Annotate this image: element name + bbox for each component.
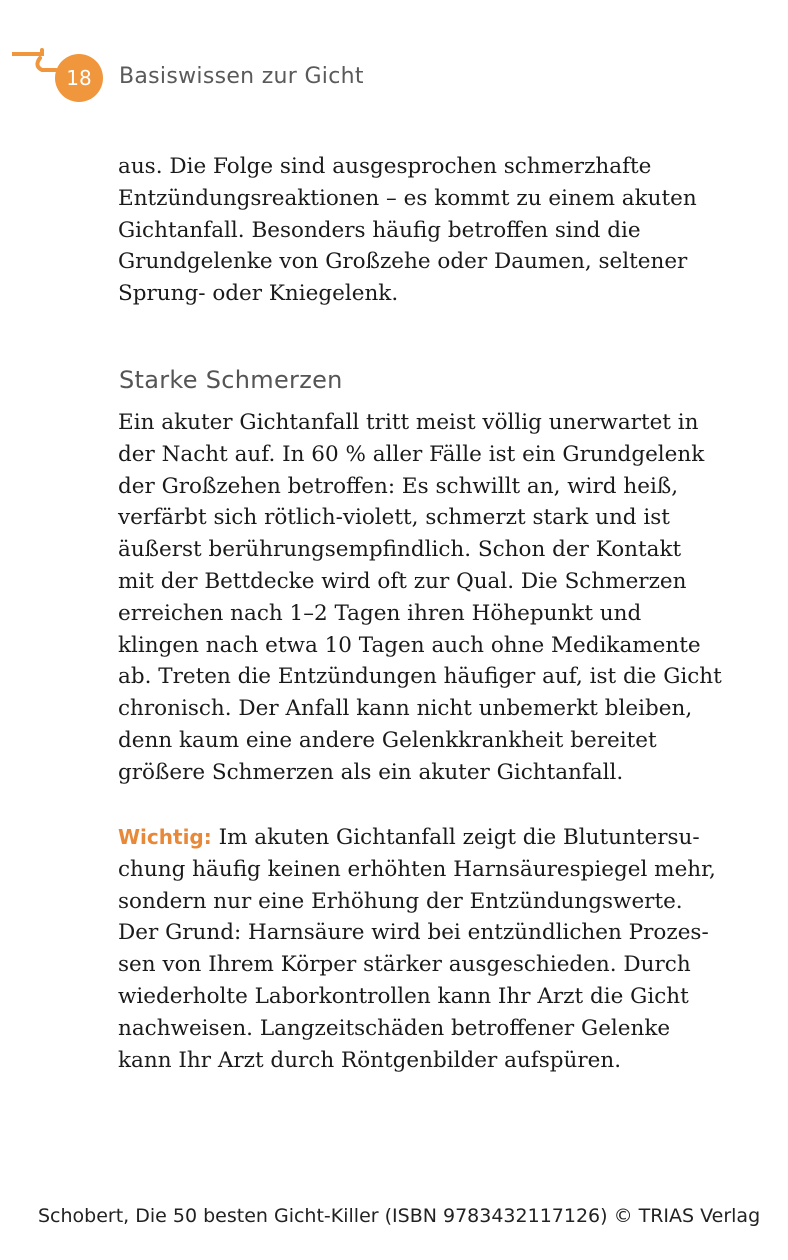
running-title: Basiswissen zur Gicht	[119, 64, 364, 89]
text-line: Sprung- oder Kniegelenk.	[118, 281, 399, 307]
text-line: größere Schmerzen als ein akuter Gichtanfall.	[118, 759, 624, 785]
text-line: Ein akuter Gichtanfall tritt meist völlig unerwartet in	[118, 410, 699, 435]
text-line: wiederholte Laborkontrollen kann Ihr Arzt die Gicht	[118, 983, 689, 1009]
text-line: chronisch. Der Anfall kann nicht unbemerkt bleiben,	[118, 696, 693, 722]
section-heading: Starke Schmerzen	[119, 366, 343, 394]
text-line: mit der Bettdecke wird oft zur Qual. Die Schmerzen	[118, 568, 687, 594]
text-line: chung häufig keinen erhöhten Harnsäurespiegel mehr,	[118, 856, 716, 882]
text-line: der Nacht auf. In 60 % aller Fälle ist ein Grundgelenk	[118, 441, 705, 467]
text-line: aus. Die Folge sind ausgesprochen schmerzhafte	[118, 154, 652, 179]
text-line	[118, 822, 718, 854]
text-line: Der Grund: Harnsäure wird bei entzündlichen Prozes-	[118, 920, 709, 946]
note-label: Wichtig:	[118, 825, 212, 849]
text-line: nachweisen. Langzeitschäden betroffener Gelenke	[118, 1015, 671, 1041]
note-first-line: Im akuten Gichtanfall zeigt die Blutuntersu-	[211, 825, 700, 850]
text-line: kann Ihr Arzt durch Röntgenbilder aufspüren.	[118, 1047, 622, 1073]
text-line: der Großzehen betroffen: Es schwillt an, wird heiß,	[118, 473, 679, 499]
paragraph-2	[118, 407, 722, 789]
text-line: Entzündungsreaktionen – es kommt zu einem akuten	[118, 185, 697, 211]
paragraph-1	[118, 151, 718, 310]
page-number: 18	[66, 66, 92, 90]
page-number-badge	[55, 54, 103, 102]
text-line: erreichen nach 1–2 Tagen ihren Höhepunkt und	[118, 600, 642, 626]
text-line: denn kaum eine andere Gelenkkrankheit bereitet	[118, 727, 657, 753]
text-line: Grundgelenke von Großzehe oder Daumen, seltener	[118, 249, 688, 275]
text-line: verfärbt sich rötlich-violett, schmerzt stark und ist	[118, 505, 670, 531]
text-line: klingen nach etwa 10 Tagen auch ohne Medikamente	[118, 632, 701, 658]
text-line: sondern nur eine Erhöhung der Entzündungswerte.	[118, 888, 683, 914]
footer-citation: Schobert, Die 50 besten Gicht-Killer (ISBN 9783432117126) © TRIAS Verlag	[38, 1205, 761, 1227]
text-line: Gichtanfall. Besonders häufig betroffen sind die	[118, 217, 641, 243]
important-note	[118, 822, 718, 1076]
text-line: äußerst berührungsempfindlich. Schon der Kontakt	[118, 537, 682, 563]
text-line: sen von Ihrem Körper stärker ausgeschieden. Durch	[118, 952, 691, 978]
text-line: ab. Treten die Entzündungen häufiger auf, ist die Gicht	[118, 664, 722, 690]
